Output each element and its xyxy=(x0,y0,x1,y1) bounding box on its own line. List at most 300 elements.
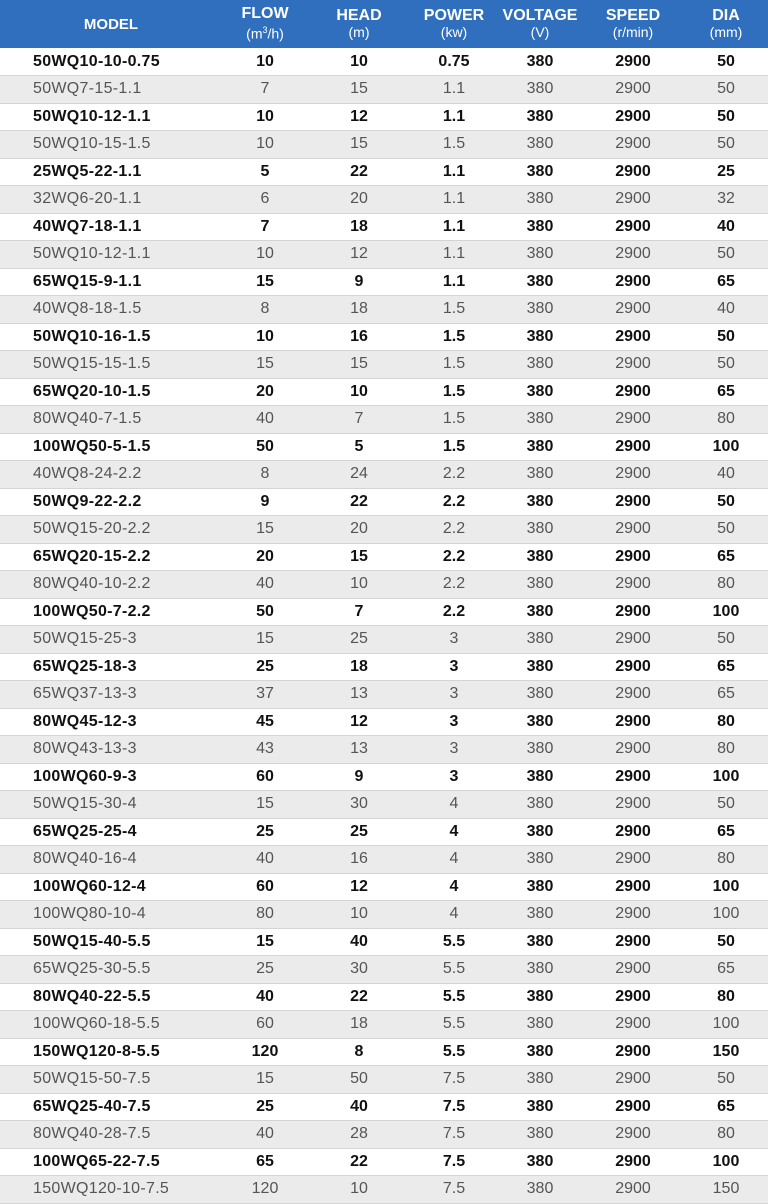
cell-head: 16 xyxy=(350,327,368,345)
cell-speed: 2900 xyxy=(615,1042,651,1060)
cell-power: 3 xyxy=(449,657,459,675)
cell-speed: 2900 xyxy=(615,300,651,318)
cell-speed: 2900 xyxy=(615,1015,651,1033)
cell-power: 4 xyxy=(449,850,459,868)
cell-power: 1.5 xyxy=(442,327,466,345)
cell-head: 12 xyxy=(350,107,368,125)
header-model xyxy=(0,0,222,48)
cell-dia: 80 xyxy=(717,1125,735,1143)
cell-voltage: 380 xyxy=(526,767,554,785)
cell-model: 50WQ15-25-3 xyxy=(33,630,137,648)
cell-power: 2.2 xyxy=(442,465,466,483)
cell-head: 28 xyxy=(350,1125,368,1143)
table-row xyxy=(0,296,768,324)
cell-voltage: 380 xyxy=(526,987,554,1005)
cell-speed: 2900 xyxy=(615,190,651,208)
cell-head: 13 xyxy=(350,740,368,758)
cell-dia: 50 xyxy=(717,1070,735,1088)
cell-head: 22 xyxy=(350,492,368,510)
cell-flow: 37 xyxy=(256,685,274,703)
cell-speed: 2900 xyxy=(615,520,651,538)
cell-dia: 50 xyxy=(717,795,735,813)
cell-power: 7.5 xyxy=(442,1070,466,1088)
cell-head: 30 xyxy=(350,960,368,978)
cell-head: 13 xyxy=(350,685,368,703)
cell-model: 50WQ10-12-1.1 xyxy=(33,245,151,263)
cell-power: 1.5 xyxy=(442,135,466,153)
cell-model: 65WQ15-9-1.1 xyxy=(33,272,142,290)
cell-voltage: 380 xyxy=(526,850,554,868)
cell-head: 7 xyxy=(354,410,364,428)
cell-speed: 2900 xyxy=(615,987,651,1005)
cell-flow: 65 xyxy=(256,1152,274,1170)
cell-flow: 40 xyxy=(256,575,274,593)
cell-head: 5 xyxy=(354,437,364,455)
cell-dia: 40 xyxy=(717,300,735,318)
cell-voltage: 380 xyxy=(526,355,554,373)
cell-flow: 15 xyxy=(256,795,274,813)
cell-head: 10 xyxy=(350,1180,368,1198)
cell-power: 5.5 xyxy=(442,1042,466,1060)
cell-flow: 50 xyxy=(256,602,274,620)
table-header xyxy=(0,0,768,48)
cell-head: 9 xyxy=(354,272,364,290)
table-row xyxy=(0,48,768,76)
table-row xyxy=(0,983,768,1011)
cell-voltage: 380 xyxy=(526,382,554,400)
cell-speed: 2900 xyxy=(615,410,651,428)
cell-model: 100WQ60-18-5.5 xyxy=(33,1015,160,1033)
header-speed-label: SPEED xyxy=(605,7,661,24)
cell-power: 7.5 xyxy=(442,1097,466,1115)
cell-head: 15 xyxy=(350,135,368,153)
cell-power: 3 xyxy=(449,712,459,730)
cell-flow: 40 xyxy=(256,850,274,868)
cell-voltage: 380 xyxy=(526,217,554,235)
cell-head: 50 xyxy=(350,1070,368,1088)
cell-dia: 100 xyxy=(712,1152,740,1170)
table-row xyxy=(0,433,768,461)
table-row xyxy=(0,131,768,159)
header-head-unit: (m) xyxy=(348,24,370,40)
cell-flow: 40 xyxy=(256,410,274,428)
table-row xyxy=(0,323,768,351)
cell-voltage: 380 xyxy=(526,190,554,208)
cell-model: 100WQ60-9-3 xyxy=(33,767,137,785)
cell-flow: 43 xyxy=(256,740,274,758)
header-head xyxy=(308,0,410,48)
cell-model: 50WQ10-16-1.5 xyxy=(33,327,151,345)
header-dia xyxy=(684,0,768,48)
cell-power: 2.2 xyxy=(442,575,466,593)
cell-dia: 65 xyxy=(717,685,735,703)
cell-model: 65WQ20-10-1.5 xyxy=(33,382,151,400)
cell-voltage: 380 xyxy=(526,245,554,263)
cell-head: 18 xyxy=(350,1015,368,1033)
cell-flow: 7 xyxy=(260,217,270,235)
cell-dia: 100 xyxy=(712,602,740,620)
cell-head: 40 xyxy=(350,932,368,950)
cell-dia: 80 xyxy=(717,575,735,593)
cell-model: 80WQ40-7-1.5 xyxy=(33,410,142,428)
cell-voltage: 380 xyxy=(526,630,554,648)
table-row xyxy=(0,598,768,626)
cell-speed: 2900 xyxy=(615,1125,651,1143)
cell-dia: 150 xyxy=(712,1042,740,1060)
cell-head: 40 xyxy=(350,1097,368,1115)
cell-speed: 2900 xyxy=(615,382,651,400)
cell-flow: 10 xyxy=(256,52,274,70)
cell-model: 80WQ40-16-4 xyxy=(33,850,137,868)
header-power xyxy=(410,0,498,48)
cell-power: 1.5 xyxy=(442,355,466,373)
cell-head: 12 xyxy=(350,877,368,895)
cell-voltage: 380 xyxy=(526,300,554,318)
cell-flow: 15 xyxy=(256,520,274,538)
cell-voltage: 380 xyxy=(526,1097,554,1115)
table-row xyxy=(0,708,768,736)
cell-power: 4 xyxy=(449,877,459,895)
cell-model: 50WQ15-30-4 xyxy=(33,795,137,813)
cell-model: 65WQ25-40-7.5 xyxy=(33,1097,151,1115)
header-flow xyxy=(222,0,308,48)
cell-power: 4 xyxy=(449,795,459,813)
cell-speed: 2900 xyxy=(615,602,651,620)
cell-voltage: 380 xyxy=(526,327,554,345)
cell-speed: 2900 xyxy=(615,960,651,978)
cell-dia: 50 xyxy=(717,80,735,98)
table-row xyxy=(0,1011,768,1039)
cell-power: 2.2 xyxy=(442,602,466,620)
table-row xyxy=(0,873,768,901)
table-row xyxy=(0,213,768,241)
cell-model: 65WQ25-30-5.5 xyxy=(33,960,151,978)
cell-dia: 50 xyxy=(717,492,735,510)
cell-head: 10 xyxy=(350,52,368,70)
cell-voltage: 380 xyxy=(526,437,554,455)
header-flow-label: FLOW xyxy=(241,5,289,23)
cell-voltage: 380 xyxy=(526,1015,554,1033)
cell-flow: 10 xyxy=(256,107,274,125)
cell-voltage: 380 xyxy=(526,795,554,813)
cell-head: 8 xyxy=(354,1042,364,1060)
cell-dia: 50 xyxy=(717,245,735,263)
cell-voltage: 380 xyxy=(526,162,554,180)
cell-voltage: 380 xyxy=(526,1152,554,1170)
cell-flow: 80 xyxy=(256,905,274,923)
cell-head: 15 xyxy=(350,80,368,98)
cell-power: 1.5 xyxy=(442,437,466,455)
cell-model: 65WQ20-15-2.2 xyxy=(33,547,151,565)
cell-voltage: 380 xyxy=(526,520,554,538)
cell-speed: 2900 xyxy=(615,712,651,730)
table-row xyxy=(0,543,768,571)
cell-model: 40WQ8-18-1.5 xyxy=(33,300,142,318)
cell-flow: 6 xyxy=(260,190,270,208)
cell-model: 32WQ6-20-1.1 xyxy=(33,190,142,208)
cell-voltage: 380 xyxy=(526,1042,554,1060)
cell-flow: 15 xyxy=(256,932,274,950)
cell-speed: 2900 xyxy=(615,272,651,290)
header-dia-unit: (mm) xyxy=(709,24,743,40)
cell-voltage: 380 xyxy=(526,685,554,703)
table-row xyxy=(0,406,768,434)
cell-speed: 2900 xyxy=(615,217,651,235)
table-row xyxy=(0,956,768,984)
cell-speed: 2900 xyxy=(615,1180,651,1198)
table-row xyxy=(0,763,768,791)
flow-unit-post: /h) xyxy=(267,25,284,42)
cell-head: 9 xyxy=(354,767,364,785)
cell-voltage: 380 xyxy=(526,905,554,923)
cell-head: 12 xyxy=(350,245,368,263)
cell-power: 5.5 xyxy=(442,987,466,1005)
cell-flow: 45 xyxy=(256,712,274,730)
cell-model: 100WQ60-12-4 xyxy=(33,877,146,895)
cell-dia: 25 xyxy=(717,162,735,180)
cell-power: 1.1 xyxy=(442,162,466,180)
cell-model: 25WQ5-22-1.1 xyxy=(33,162,142,180)
cell-flow: 15 xyxy=(256,272,274,290)
cell-flow: 25 xyxy=(256,960,274,978)
cell-power: 7.5 xyxy=(442,1180,466,1198)
cell-head: 15 xyxy=(350,547,368,565)
cell-speed: 2900 xyxy=(615,850,651,868)
cell-flow: 40 xyxy=(256,1125,274,1143)
cell-head: 10 xyxy=(350,905,368,923)
cell-dia: 50 xyxy=(717,327,735,345)
cell-power: 4 xyxy=(449,905,459,923)
cell-speed: 2900 xyxy=(615,437,651,455)
cell-flow: 10 xyxy=(256,135,274,153)
cell-voltage: 380 xyxy=(526,1070,554,1088)
cell-power: 3 xyxy=(449,630,459,648)
flow-unit-sup: 3 xyxy=(262,25,268,36)
cell-head: 24 xyxy=(350,465,368,483)
cell-dia: 50 xyxy=(717,52,735,70)
cell-model: 80WQ40-28-7.5 xyxy=(33,1125,151,1143)
cell-voltage: 380 xyxy=(526,465,554,483)
cell-flow: 8 xyxy=(260,465,270,483)
cell-dia: 50 xyxy=(717,630,735,648)
cell-dia: 50 xyxy=(717,107,735,125)
cell-speed: 2900 xyxy=(615,465,651,483)
cell-model: 80WQ40-10-2.2 xyxy=(33,575,151,593)
cell-dia: 100 xyxy=(712,437,740,455)
cell-model: 150WQ120-10-7.5 xyxy=(33,1180,170,1198)
header-row xyxy=(0,0,768,48)
cell-voltage: 380 xyxy=(526,740,554,758)
cell-power: 2.2 xyxy=(442,492,466,510)
cell-voltage: 380 xyxy=(526,960,554,978)
cell-model: 65WQ25-18-3 xyxy=(33,657,137,675)
cell-power: 1.1 xyxy=(442,272,466,290)
flow-unit-pre: (m xyxy=(246,25,263,42)
cell-head: 10 xyxy=(350,382,368,400)
cell-voltage: 380 xyxy=(526,547,554,565)
cell-power: 5.5 xyxy=(442,960,466,978)
cell-head: 30 xyxy=(350,795,368,813)
cell-head: 22 xyxy=(350,987,368,1005)
cell-flow: 5 xyxy=(260,162,270,180)
table-row xyxy=(0,516,768,544)
cell-head: 12 xyxy=(350,712,368,730)
cell-speed: 2900 xyxy=(615,327,651,345)
cell-speed: 2900 xyxy=(615,905,651,923)
cell-speed: 2900 xyxy=(615,1097,651,1115)
cell-speed: 2900 xyxy=(615,767,651,785)
cell-model: 50WQ15-20-2.2 xyxy=(33,520,151,538)
cell-flow: 60 xyxy=(256,767,274,785)
table-row xyxy=(0,1066,768,1094)
cell-head: 25 xyxy=(350,630,368,648)
cell-speed: 2900 xyxy=(615,135,651,153)
cell-head: 15 xyxy=(350,355,368,373)
cell-speed: 2900 xyxy=(615,877,651,895)
cell-speed: 2900 xyxy=(615,932,651,950)
cell-speed: 2900 xyxy=(615,547,651,565)
cell-power: 3 xyxy=(449,685,459,703)
cell-flow: 40 xyxy=(256,987,274,1005)
table-row xyxy=(0,268,768,296)
cell-dia: 50 xyxy=(717,135,735,153)
cell-model: 80WQ43-13-3 xyxy=(33,740,137,758)
cell-voltage: 380 xyxy=(526,575,554,593)
cell-dia: 65 xyxy=(717,657,735,675)
cell-dia: 150 xyxy=(712,1180,740,1198)
cell-flow: 20 xyxy=(256,382,274,400)
cell-flow: 60 xyxy=(256,877,274,895)
cell-model: 50WQ10-12-1.1 xyxy=(33,107,151,125)
cell-speed: 2900 xyxy=(615,107,651,125)
header-power-unit: (kw) xyxy=(440,24,468,40)
cell-flow: 15 xyxy=(256,630,274,648)
cell-model: 100WQ80-10-4 xyxy=(33,905,146,923)
cell-head: 16 xyxy=(350,850,368,868)
cell-dia: 65 xyxy=(717,1097,735,1115)
table-row xyxy=(0,351,768,379)
cell-dia: 100 xyxy=(712,767,740,785)
header-dia-label: DIA xyxy=(712,7,740,24)
cell-dia: 40 xyxy=(717,217,735,235)
cell-head: 7 xyxy=(354,602,364,620)
cell-dia: 50 xyxy=(717,520,735,538)
header-power-label: POWER xyxy=(423,7,485,24)
cell-model: 50WQ10-15-1.5 xyxy=(33,135,151,153)
table-body xyxy=(0,48,768,1203)
table-row xyxy=(0,846,768,874)
table-row xyxy=(0,76,768,104)
cell-head: 25 xyxy=(350,822,368,840)
cell-voltage: 380 xyxy=(526,657,554,675)
cell-power: 1.5 xyxy=(442,410,466,428)
cell-model: 100WQ50-7-2.2 xyxy=(33,602,151,620)
cell-power: 2.2 xyxy=(442,547,466,565)
table-row xyxy=(0,818,768,846)
cell-voltage: 380 xyxy=(526,712,554,730)
cell-power: 7.5 xyxy=(442,1152,466,1170)
cell-speed: 2900 xyxy=(615,162,651,180)
header-speed-unit: (r/min) xyxy=(612,24,654,40)
cell-speed: 2900 xyxy=(615,822,651,840)
cell-voltage: 380 xyxy=(526,877,554,895)
cell-dia: 80 xyxy=(717,740,735,758)
table-row xyxy=(0,1093,768,1121)
cell-voltage: 380 xyxy=(526,822,554,840)
cell-voltage: 380 xyxy=(526,492,554,510)
cell-flow: 8 xyxy=(260,300,270,318)
cell-head: 22 xyxy=(350,1152,368,1170)
header-voltage-label: VOLTAGE xyxy=(502,7,578,24)
cell-dia: 80 xyxy=(717,850,735,868)
cell-voltage: 380 xyxy=(526,1180,554,1198)
table-row xyxy=(0,571,768,599)
cell-speed: 2900 xyxy=(615,630,651,648)
table-row xyxy=(0,681,768,709)
cell-power: 1.1 xyxy=(442,80,466,98)
cell-flow: 50 xyxy=(256,437,274,455)
cell-head: 20 xyxy=(350,520,368,538)
cell-model: 50WQ10-10-0.75 xyxy=(33,52,160,70)
cell-dia: 65 xyxy=(717,382,735,400)
cell-model: 80WQ45-12-3 xyxy=(33,712,137,730)
cell-dia: 100 xyxy=(712,877,740,895)
cell-dia: 65 xyxy=(717,272,735,290)
cell-power: 1.5 xyxy=(442,300,466,318)
cell-dia: 32 xyxy=(717,190,735,208)
cell-flow: 7 xyxy=(260,80,270,98)
cell-voltage: 380 xyxy=(526,1125,554,1143)
cell-head: 18 xyxy=(350,217,368,235)
cell-voltage: 380 xyxy=(526,80,554,98)
cell-power: 4 xyxy=(449,822,459,840)
cell-model: 50WQ9-22-2.2 xyxy=(33,492,142,510)
cell-flow: 60 xyxy=(256,1015,274,1033)
table-row xyxy=(0,241,768,269)
cell-model: 50WQ7-15-1.1 xyxy=(33,80,142,98)
cell-model: 100WQ50-5-1.5 xyxy=(33,437,151,455)
cell-head: 22 xyxy=(350,162,368,180)
cell-flow: 120 xyxy=(251,1042,279,1060)
cell-flow: 25 xyxy=(256,1097,274,1115)
cell-model: 65WQ25-25-4 xyxy=(33,822,137,840)
cell-flow: 15 xyxy=(256,1070,274,1088)
cell-power: 3 xyxy=(449,740,459,758)
cell-model: 100WQ65-22-7.5 xyxy=(33,1152,160,1170)
cell-flow: 25 xyxy=(256,822,274,840)
cell-power: 2.2 xyxy=(442,520,466,538)
cell-speed: 2900 xyxy=(615,52,651,70)
cell-speed: 2900 xyxy=(615,80,651,98)
table-row xyxy=(0,488,768,516)
table-row xyxy=(0,378,768,406)
table-row xyxy=(0,186,768,214)
cell-voltage: 380 xyxy=(526,135,554,153)
cell-speed: 2900 xyxy=(615,1152,651,1170)
cell-power: 3 xyxy=(449,767,459,785)
cell-power: 0.75 xyxy=(438,52,470,70)
cell-flow: 10 xyxy=(256,327,274,345)
cell-head: 18 xyxy=(350,300,368,318)
cell-speed: 2900 xyxy=(615,575,651,593)
cell-model: 40WQ7-18-1.1 xyxy=(33,217,142,235)
cell-power: 7.5 xyxy=(442,1125,466,1143)
cell-voltage: 380 xyxy=(526,932,554,950)
cell-voltage: 380 xyxy=(526,602,554,620)
cell-dia: 65 xyxy=(717,547,735,565)
table-row xyxy=(0,1038,768,1066)
cell-speed: 2900 xyxy=(615,245,651,263)
